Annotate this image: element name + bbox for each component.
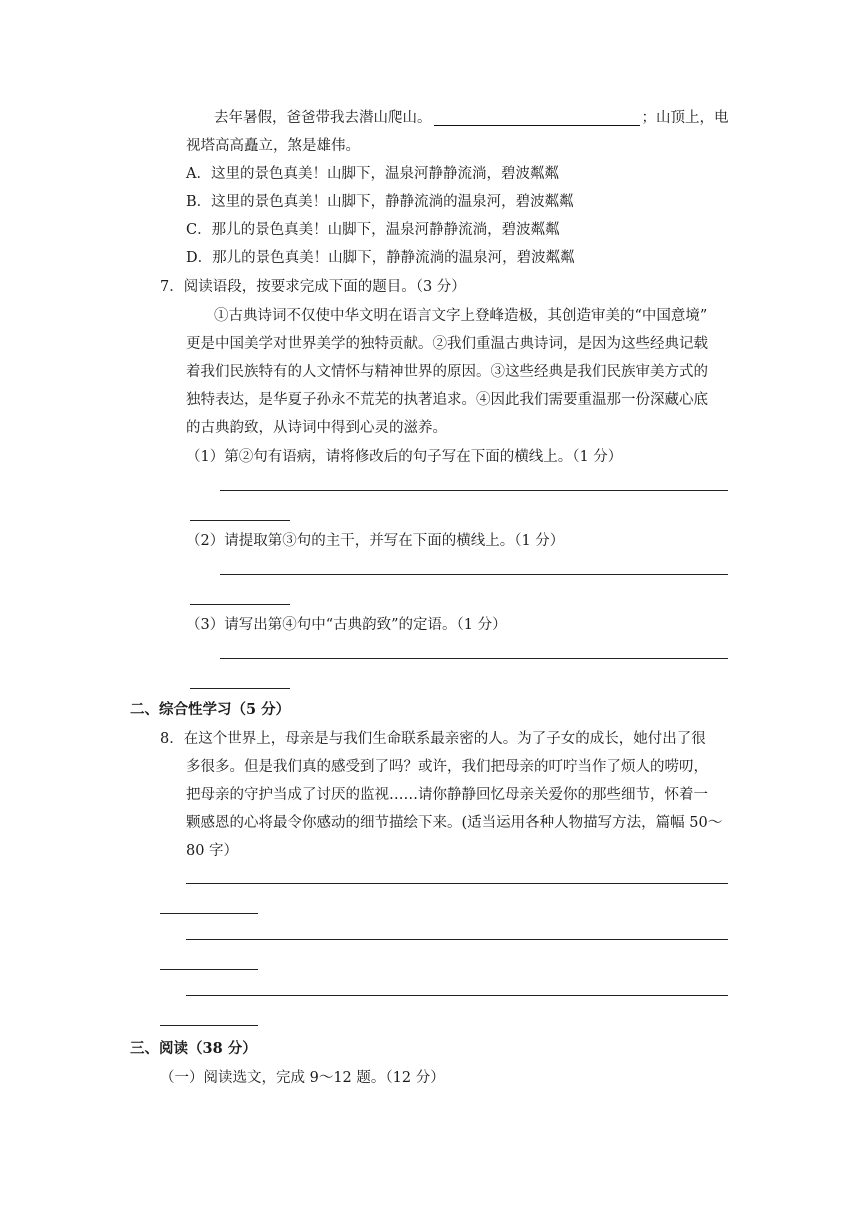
q6-stem-line1 <box>214 108 729 128</box>
section2-heading: 二、综合性学习（5 分） <box>130 701 291 718</box>
q8-answer-line-cont[interactable] <box>160 1025 258 1026</box>
q7-passage-line: 独特表达，是华夏子孙永不荒芜的执著追求。④因此我们需要重温那一份深藏心底 <box>186 392 708 408</box>
q7-title: 7．阅读语段，按要求完成下面的题目。（3 分） <box>160 279 466 295</box>
q7-passage-line: 着我们民族特有的人文情怀与精神世界的原因。③这些经典是我们民族审美方式的 <box>186 364 708 380</box>
q7-sub2-answer-line-cont[interactable] <box>190 604 290 605</box>
q8-line: 8．在这个世界上，母亲是与我们生命联系最亲密的人。为了子女的成长，她付出了很 <box>160 731 706 747</box>
q7-sub2-answer-line[interactable] <box>220 574 728 575</box>
q7-sub1-answer-line[interactable] <box>220 490 728 491</box>
q7-passage-line: ①古典诗词不仅使中华文明在语言文字上登峰造极，其创造审美的“中国意境” <box>214 308 708 324</box>
q7-sub1: （1）第②句有语病，请将修改后的句子写在下面的横线上。（1 分） <box>186 449 623 465</box>
q6-stem-before-blank: 去年暑假，爸爸带我去潜山爬山。 <box>214 110 432 126</box>
q8-line: 把母亲的守护当成了讨厌的监视……请你静静回忆母亲关爱你的那些细节，怀着一 <box>186 787 708 803</box>
section3-sub1: （一）阅读选文，完成 9～12 题。（12 分） <box>160 1070 445 1086</box>
q7-sub2: （2）请提取第③句的主干，并写在下面的横线上。（1 分） <box>186 533 565 549</box>
q6-option-a: A．这里的景色真美！山脚下，温泉河静静流淌，碧波粼粼 <box>186 166 559 182</box>
q7-sub3-answer-line[interactable] <box>220 658 728 659</box>
q7-sub3: （3）请写出第④句中“古典韵致”的定语。（1 分） <box>186 617 507 633</box>
q6-answer-blank[interactable] <box>434 109 640 126</box>
q6-stem-line2: 视塔高高矗立，煞是雄伟。 <box>186 138 360 154</box>
section3-heading: 三、阅读（38 分） <box>130 1040 257 1057</box>
q6-option-d: D．那儿的景色真美！山脚下，静静流淌的温泉河，碧波粼粼 <box>186 250 575 266</box>
q8-answer-line[interactable] <box>186 995 728 996</box>
q6-option-b: B．这里的景色真美！山脚下，静静流淌的温泉河，碧波粼粼 <box>186 194 574 210</box>
q7-passage-line: 的古典韵致，从诗词中得到心灵的滋养。 <box>186 420 447 436</box>
q8-answer-line-cont[interactable] <box>160 969 258 970</box>
q8-answer-line[interactable] <box>186 939 728 940</box>
q8-line: 80 字） <box>186 843 239 859</box>
q8-answer-line-cont[interactable] <box>160 913 258 914</box>
q7-sub3-answer-line-cont[interactable] <box>190 688 290 689</box>
q8-line: 多很多。但是我们真的感受到了吗？或许，我们把母亲的叮咛当作了烦人的唠叨， <box>186 759 708 775</box>
q7-sub1-answer-line-cont[interactable] <box>190 520 290 521</box>
q6-stem-after-blank: ；山顶上，电 <box>641 110 729 126</box>
q8-line: 颗感恩的心将最令你感动的细节描绘下来。(适当运用各种人物描写方法，篇幅 50～ <box>186 815 723 831</box>
q7-passage-line: 更是中国美学对世界美学的独特贡献。②我们重温古典诗词，是因为这些经典记载 <box>186 336 708 352</box>
q8-answer-line[interactable] <box>186 883 728 884</box>
q6-option-c: C．那儿的景色真美！山脚下，温泉河静静流淌，碧波粼粼 <box>186 222 560 238</box>
